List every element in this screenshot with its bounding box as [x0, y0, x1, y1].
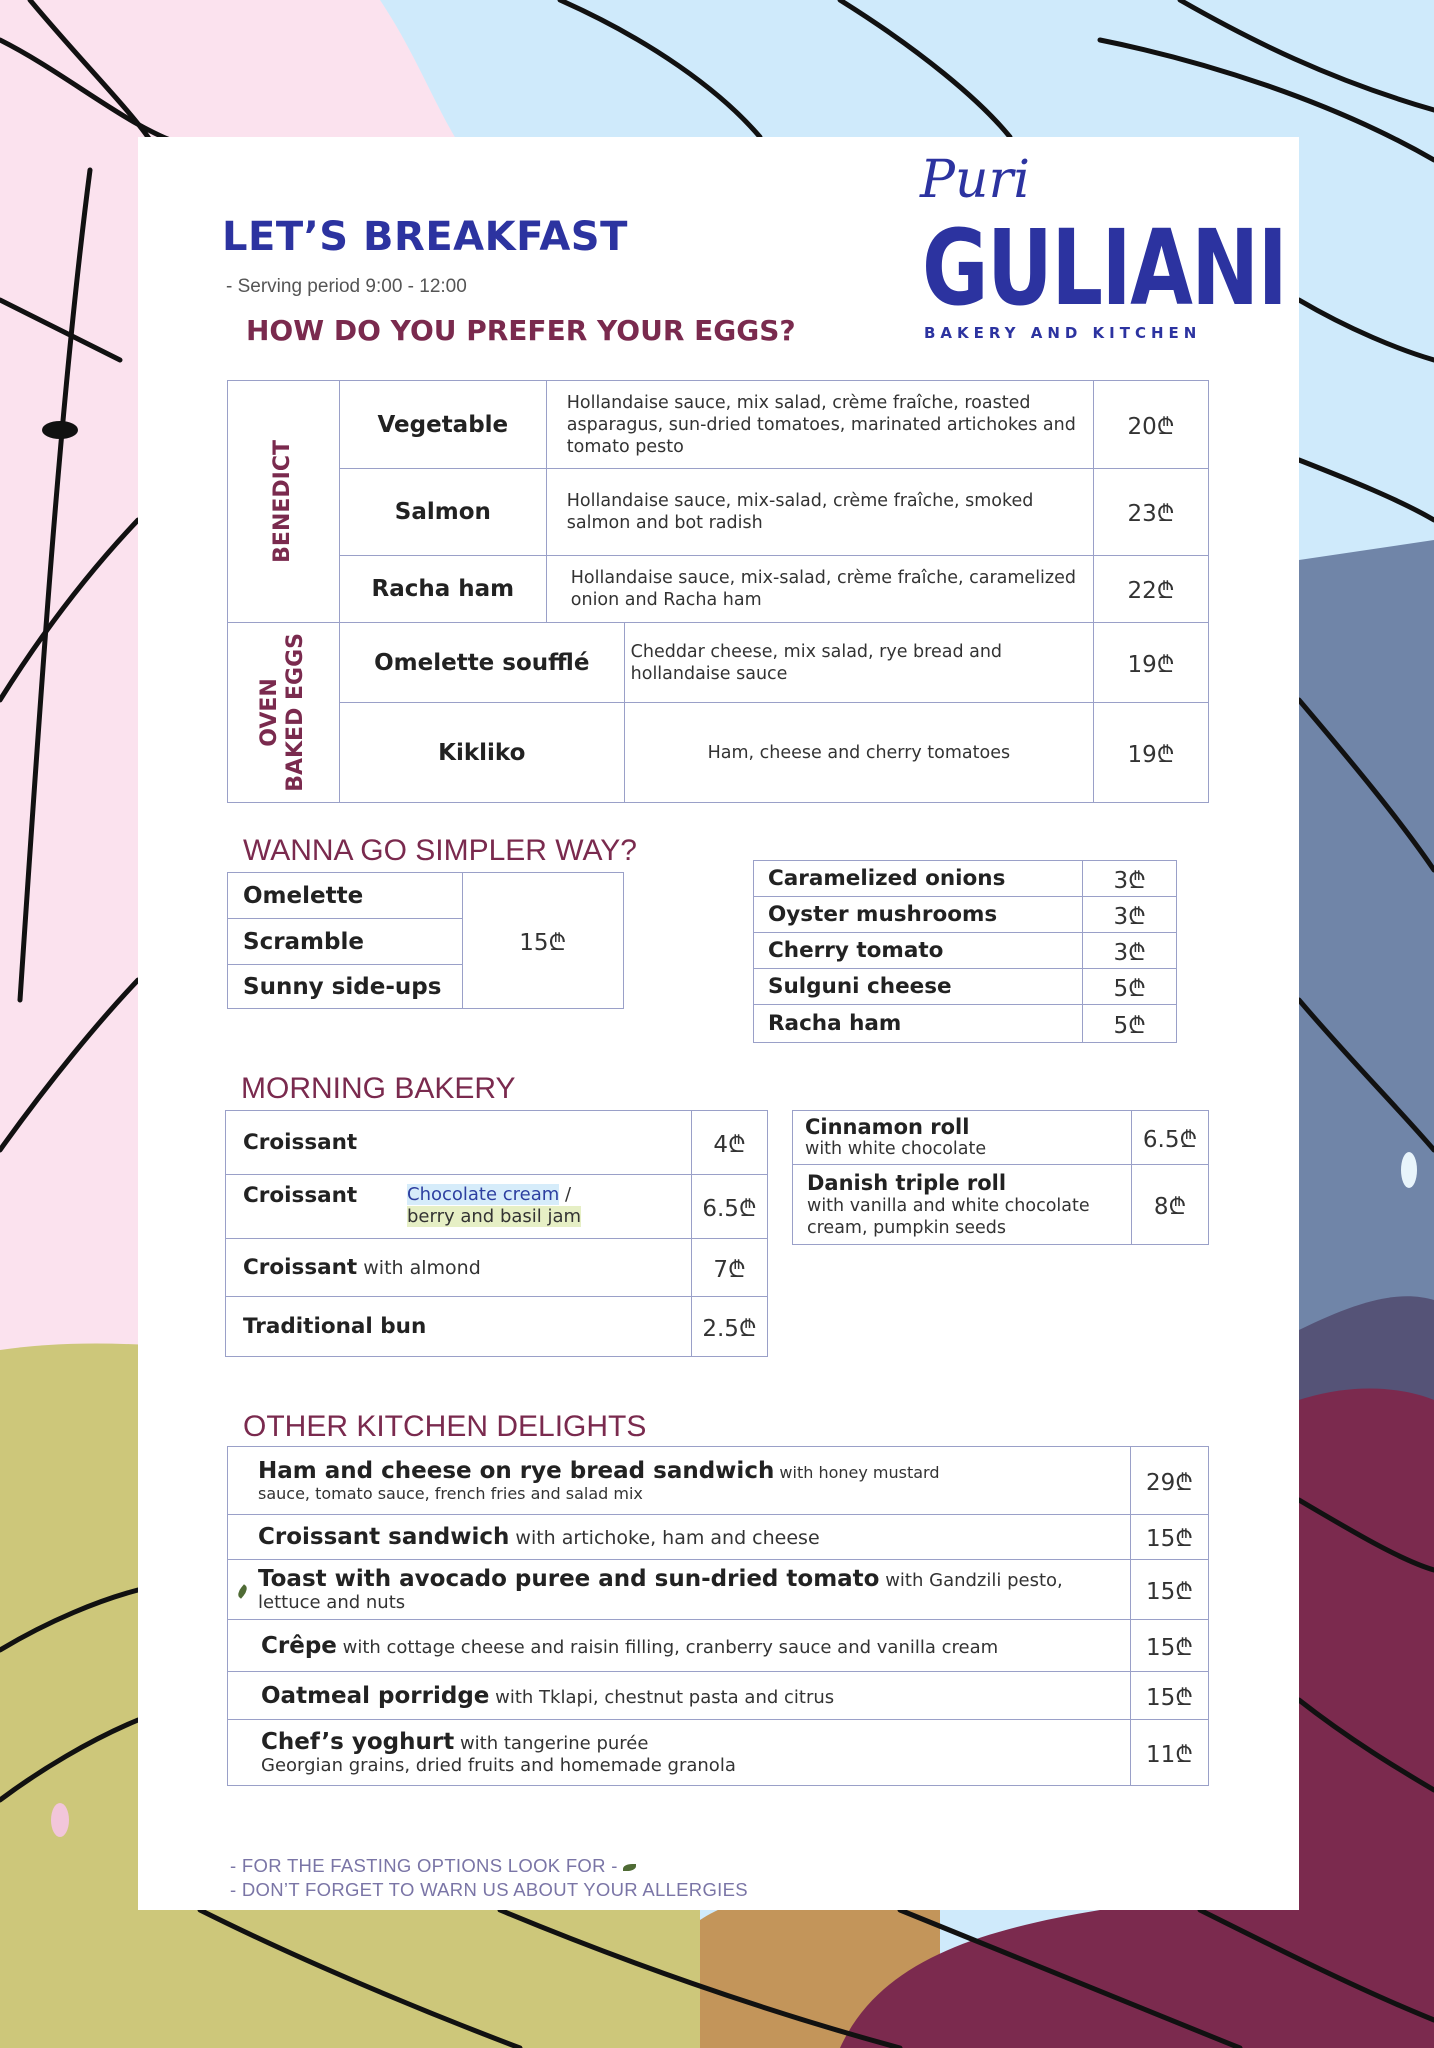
extra-name: Caramelized onions: [754, 861, 1083, 897]
kitchen-item: [228, 1620, 1131, 1672]
option-jam: berry and basil jam: [407, 1206, 582, 1227]
item-name: Omelette soufflé: [339, 623, 624, 703]
roll-price: 6.5₾: [1132, 1111, 1209, 1165]
table-row: [226, 1297, 768, 1357]
item-desc: Cheddar cheese, mix salad, rye bread and hollandaise sauce: [624, 623, 1093, 703]
table-row: [754, 861, 1177, 897]
bakery-item-name: Croissant: [243, 1255, 358, 1280]
kitchen-item-name: Croissant sandwich: [258, 1524, 510, 1550]
kitchen-item: [228, 1447, 1131, 1515]
bakery-item-extra: with almond: [357, 1257, 481, 1279]
roll-desc: with vanilla and white chocolate cream, pumpkin seeds: [807, 1195, 1090, 1238]
item-price: 20₾: [1094, 381, 1209, 469]
simple-price: 15₾: [462, 873, 623, 1009]
kitchen-item-name: Ham and cheese on rye bread sandwich: [258, 1458, 775, 1484]
footer-fasting-note: [230, 1855, 636, 1877]
item-desc: Hollandaise sauce, mix-salad, crème fraîche, smoked salmon and bot radish: [546, 469, 1093, 556]
kitchen-item-name: Crêpe: [261, 1632, 337, 1659]
extra-price: 3₾: [1083, 861, 1177, 897]
benedict-label: BENEDICT: [270, 440, 296, 563]
kitchen-item-inline: with tangerine purée: [454, 1733, 649, 1754]
kitchen-heading: OTHER KITCHEN DELIGHTS: [243, 1410, 647, 1443]
extra-price: 5₾: [1083, 1005, 1177, 1043]
table-row: [754, 969, 1177, 1005]
kitchen-item-price: 11₾: [1131, 1720, 1209, 1786]
kitchen-item-name: Oatmeal porridge: [261, 1682, 490, 1709]
kitchen-item-line2: sauce, tomato sauce, french fries and salad mix: [258, 1484, 643, 1503]
oven-group: [228, 623, 340, 803]
table-row: [228, 703, 1209, 803]
bakery-item-price: 2.5₾: [692, 1297, 768, 1357]
bakery-item-price: 7₾: [692, 1239, 768, 1297]
menu-title: LET’S BREAKFAST: [222, 214, 628, 260]
simple-item: Sunny side-ups: [228, 965, 463, 1009]
extra-name: Racha ham: [754, 1005, 1083, 1043]
extras-table: [753, 860, 1177, 1043]
table-row: [228, 1447, 1209, 1515]
logo-script-text: Puri: [920, 150, 1030, 210]
eggs-table: [227, 380, 1209, 803]
kitchen-item: [228, 1560, 1131, 1620]
footer-allergy-note: - DON’T FORGET TO WARN US ABOUT YOUR ALLERGIES: [230, 1879, 748, 1900]
bakery-item-name: Croissant: [243, 1183, 358, 1208]
benedict-group: [228, 381, 340, 623]
table-row: [228, 1672, 1209, 1720]
kitchen-table: [227, 1446, 1209, 1786]
kitchen-item-name: Chef’s yoghurt: [261, 1729, 455, 1755]
kitchen-item-inline: with Tklapi, chestnut pasta and citrus: [489, 1686, 835, 1708]
simpler-heading: WANNA GO SIMPLER WAY?: [243, 834, 637, 867]
eggs-heading: HOW DO YOU PREFER YOUR EGGS?: [246, 314, 796, 347]
table-row: [228, 873, 624, 919]
item-name: Vegetable: [339, 381, 546, 469]
kitchen-item-name: Toast with avocado puree and sun-dried tomato: [258, 1566, 880, 1592]
kitchen-item-inline: with artichoke, ham and cheese: [509, 1527, 820, 1549]
oven-label-line2: BAKED EGGS: [283, 633, 309, 792]
item-name: Salmon: [339, 469, 546, 556]
roll-item: [793, 1111, 1132, 1165]
simpler-table: [227, 872, 624, 1009]
kitchen-item-price: 15₾: [1131, 1620, 1209, 1672]
item-price: 23₾: [1094, 469, 1209, 556]
brand-logo: [920, 150, 1287, 350]
item-name: Racha ham: [339, 556, 546, 623]
kitchen-item-line2: Georgian grains, dried fruits and homemade granola: [261, 1755, 736, 1776]
logo-name: GULIANI: [922, 207, 1287, 329]
item-price: 19₾: [1094, 623, 1209, 703]
kitchen-item-inline: with cottage cheese and raisin filling, cranberry sauce and vanilla cream: [336, 1636, 999, 1658]
table-row: [793, 1111, 1209, 1165]
bakery-item-price: 6.5₾: [692, 1175, 768, 1239]
roll-name: Cinnamon roll: [805, 1114, 970, 1139]
bakery-item-name: Croissant: [226, 1111, 692, 1175]
table-row: [228, 556, 1209, 623]
table-row: [228, 381, 1209, 469]
option-chocolate: Chocolate cream: [407, 1184, 560, 1205]
kitchen-item: [228, 1672, 1131, 1720]
logo-subtitle: BAKERY AND KITCHEN: [924, 324, 1202, 342]
table-row: [226, 1111, 768, 1175]
kitchen-item-inline: with Gandzili pesto,: [879, 1570, 1063, 1591]
roll-price: 8₾: [1132, 1165, 1209, 1245]
bakery-item-name: Traditional bun: [226, 1297, 692, 1357]
item-desc: Ham, cheese and cherry tomatoes: [624, 703, 1093, 803]
extra-price: 5₾: [1083, 969, 1177, 1005]
table-row: [228, 1560, 1209, 1620]
table-row: [228, 1515, 1209, 1560]
extra-name: Sulguni cheese: [754, 969, 1083, 1005]
table-row: [228, 623, 1209, 703]
simple-item: Scramble: [228, 919, 463, 965]
bakery-item-price: 4₾: [692, 1111, 768, 1175]
kitchen-item-price: 15₾: [1131, 1560, 1209, 1620]
extra-price: 3₾: [1083, 933, 1177, 969]
extra-name: Oyster mushrooms: [754, 897, 1083, 933]
kitchen-item-price: 15₾: [1131, 1515, 1209, 1560]
extra-name: Cherry tomato: [754, 933, 1083, 969]
option-separator: /: [559, 1184, 572, 1205]
table-row: [228, 1620, 1209, 1672]
kitchen-item-inline: with honey mustard: [774, 1463, 940, 1482]
item-price: 19₾: [1094, 703, 1209, 803]
table-row: [793, 1165, 1209, 1245]
fasting-leaf-icon: [623, 1864, 636, 1871]
item-name: Kikliko: [339, 703, 624, 803]
kitchen-item-price: 29₾: [1131, 1447, 1209, 1515]
bakery-heading: MORNING BAKERY: [241, 1072, 516, 1105]
serving-period: - Serving period 9:00 - 12:00: [226, 276, 467, 297]
oven-label: [257, 633, 309, 792]
kitchen-item: [228, 1515, 1131, 1560]
rolls-table: [792, 1110, 1209, 1245]
roll-item: [793, 1165, 1132, 1245]
table-row: [226, 1175, 768, 1239]
bakery-item-options: [407, 1184, 581, 1228]
oven-label-line1: OVEN: [257, 678, 283, 747]
table-row: [754, 933, 1177, 969]
kitchen-item-line2: lettuce and nuts: [258, 1592, 406, 1613]
table-row: [226, 1239, 768, 1297]
table-row: [228, 469, 1209, 556]
footer-line1: - FOR THE FASTING OPTIONS LOOK FOR -: [230, 1855, 618, 1876]
table-row: [754, 897, 1177, 933]
table-row: [754, 1005, 1177, 1043]
item-desc: Hollandaise sauce, mix-salad, crème fraîche, caramelized onion and Racha ham: [546, 556, 1093, 623]
item-price: 22₾: [1094, 556, 1209, 623]
kitchen-item-price: 15₾: [1131, 1672, 1209, 1720]
extra-price: 3₾: [1083, 897, 1177, 933]
roll-name: Danish triple roll: [807, 1170, 1007, 1195]
bakery-item: [226, 1175, 692, 1239]
roll-desc: with white chocolate: [805, 1138, 987, 1159]
item-desc: Hollandaise sauce, mix salad, crème fraîche, roasted asparagus, sun-dried tomatoes, marinated artichokes and tomato pesto: [546, 381, 1093, 469]
table-row: [228, 1720, 1209, 1786]
bakery-item: [226, 1239, 692, 1297]
fasting-leaf-icon: [236, 1584, 250, 1598]
bakery-table: [225, 1110, 768, 1357]
kitchen-item: [228, 1720, 1131, 1786]
simple-item: Omelette: [228, 873, 463, 919]
